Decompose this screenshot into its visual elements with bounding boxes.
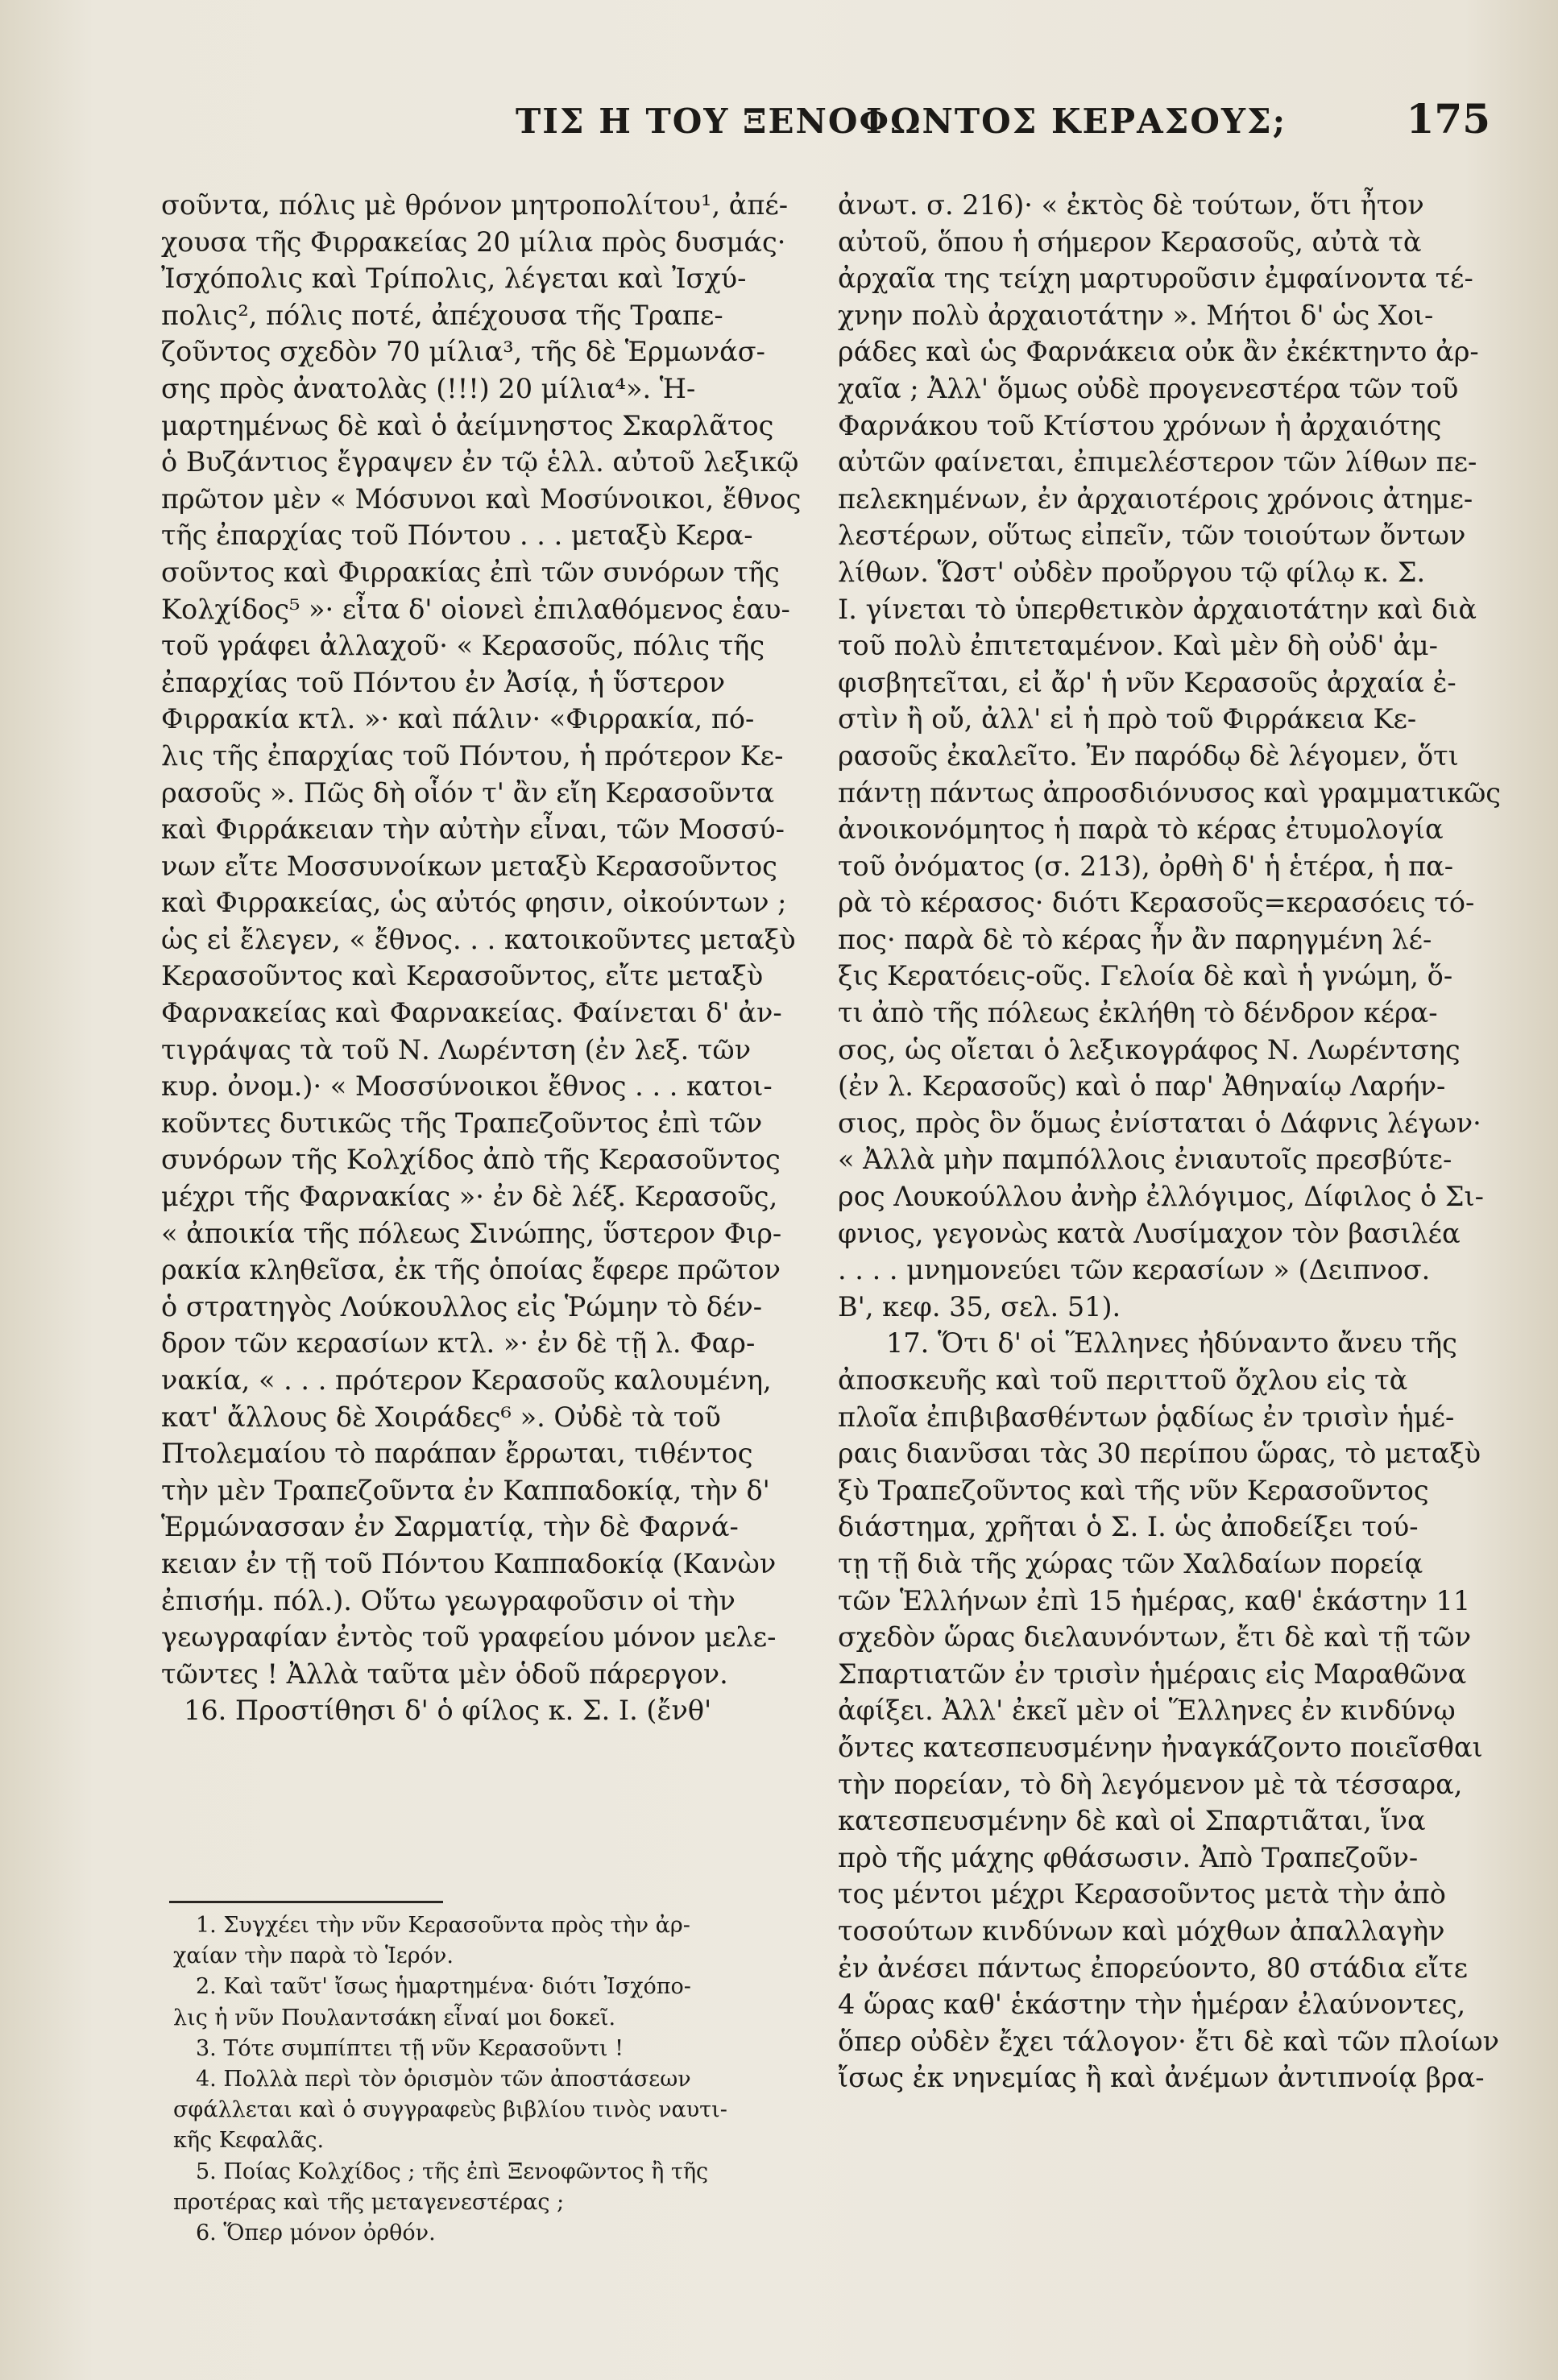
text-line: ξὺ Τραπεζοῦντος καὶ τῆς νῦν Κερασοῦντος xyxy=(838,1474,1429,1506)
text-line: (ἐν λ. Κερασοῦς) καὶ ὁ παρ' Ἀθηναίῳ Λαρήν- xyxy=(838,1070,1446,1103)
footnote-line: 3. Τότε συμπίπτει τῇ νῦν Κερασοῦντι ! xyxy=(196,2035,624,2061)
text-line: τῃ τῇ διὰ τῆς χώρας τῶν Χαλδαίων πορείᾳ xyxy=(838,1547,1423,1579)
text-line: ἀνοικονόμητος ἡ παρὰ τὸ κέρας ἐτυμολογία xyxy=(838,813,1444,846)
footnote-divider xyxy=(169,1901,443,1903)
text-line: ὄντες κατεσπευσμένην ἠναγκάζοντο ποιεῖσθαι xyxy=(838,1731,1483,1763)
text-line: 4 ὥρας καθ' ἑκάστην τὴν ἡμέραν ἐλαύνοντες, xyxy=(838,1989,1466,2021)
text-line: πρὸ τῆς μάχης φθάσωσιν. Ἀπὸ Τραπεζοῦν- xyxy=(838,1841,1419,1873)
text-line: ὡς εἰ ἔλεγεν, « ἔθνος. . . κατοικοῦντες μεταξὺ xyxy=(161,923,796,955)
text-line: λις τῆς ἐπαρχίας τοῦ Πόντου, ἡ πρότερον Κε- xyxy=(161,739,784,772)
text-line: πάντῃ πάντως ἀπροσδιόνυσος καὶ γραμματικῶς xyxy=(838,776,1502,809)
text-line: χαῖα ; Ἀλλ' ὅμως οὐδὲ προγενεστέρα τῶν τοῦ xyxy=(838,372,1459,404)
text-line: Φιρρακία κτλ. »· καὶ πάλιν· «Φιρρακία, πό- xyxy=(161,703,755,735)
text-line: ἐπισήμ. πόλ.). Οὕτω γεωγραφοῦσιν οἱ τὴν xyxy=(161,1584,735,1616)
footnote-line: 5. Ποίας Κολχίδος ; τῆς ἐπὶ Ξενοφῶντος ἢ τῆς xyxy=(196,2159,709,2184)
text-line: κυρ. ὀνομ.)· « Μοσσύνοικοι ἔθνος . . . κατοι- xyxy=(161,1070,773,1103)
text-line: ὅπερ οὐδὲν ἔχει τάλογον· ἔτι δὲ καὶ τῶν πλοίων xyxy=(838,2025,1499,2057)
text-line: ράδες καὶ ὡς Φαρνάκεια οὐκ ἂν ἐκέκτηντο ἀρ- xyxy=(838,336,1479,368)
text-line: σοῦντος καὶ Φιρρακίας ἐπὶ τῶν συνόρων τῆς xyxy=(161,556,780,588)
text-line: πρῶτον μὲν « Μόσυνοι καὶ Μοσύνοικοι, ἔθνος xyxy=(161,482,802,515)
text-line: τος μέντοι μέχρι Κερασοῦντος μετὰ τὴν ἀπὸ xyxy=(838,1878,1446,1910)
text-line: κειαν ἐν τῇ τοῦ Πόντου Καππαδοκίᾳ (Κανὼν xyxy=(161,1547,777,1579)
footnote-line: 6. Ὅπερ μόνον ὀρθόν. xyxy=(196,2220,436,2245)
text-line: Ἑρμώνασσαν ἐν Σαρματίᾳ, τὴν δὲ Φαρνά- xyxy=(161,1511,739,1543)
text-line: μέχρι τῆς Φαρνακίας »· ἐν δὲ λέξ. Κερασοῦς, xyxy=(161,1181,778,1213)
text-line: . . . . μνημονεύει τῶν κερασίων » (Δειπνοσ. xyxy=(838,1254,1431,1286)
text-line: φνιος, γεγονὼς κατὰ Λυσίμαχον τὸν βασιλέα xyxy=(838,1217,1461,1249)
text-line: ἐπαρχίας τοῦ Πόντου ἐν Ἀσίᾳ, ἡ ὕστερον xyxy=(161,666,726,698)
text-line: μαρτημένως δὲ καὶ ὁ ἀείμνηστος Σκαρλᾶτος xyxy=(161,409,774,441)
text-line: ζοῦντος σχεδὸν 70 μίλια³, τῆς δὲ Ἑρμωνάσ- xyxy=(161,336,765,368)
text-line: τοῦ πολὺ ἐπιτεταμένον. Καὶ μὲν δὴ οὐδ' ἀμ- xyxy=(838,630,1438,662)
text-line: « ἀποικία τῆς πόλεως Σινώπης, ὕστερον Φιρ- xyxy=(161,1217,782,1249)
text-line: καὶ Φιρράκειαν τὴν αὐτὴν εἶναι, τῶν Μοσσύ- xyxy=(161,813,785,846)
text-line: ραις διανῦσαι τὰς 30 περίπου ὥρας, τὸ μεταξὺ xyxy=(838,1438,1481,1470)
text-line: τοῦ γράφει ἀλλαχοῦ· « Κερασοῦς, πόλις τῆς xyxy=(161,630,765,662)
text-line: « Ἀλλὰ μὴν παμπόλλοις ἐνιαυτοῖς πρεσβύτε- xyxy=(838,1144,1452,1176)
text-line: νων εἴτε Μοσσυνοίκων μεταξὺ Κερασοῦντος xyxy=(161,850,777,882)
footnote-line: χαίαν τὴν παρὰ τὸ Ἱερόν. xyxy=(173,1943,454,1969)
text-line: πλοῖα ἐπιβιβασθέντων ῥᾳδίως ἐν τρισὶν ἡμέ- xyxy=(838,1401,1455,1433)
footnote-line: 4. Πολλὰ περὶ τὸν ὁρισμὸν τῶν ἀποστάσεων xyxy=(196,2066,691,2092)
text-line: Κερασοῦντος καὶ Κερασοῦντος, εἴτε μεταξὺ xyxy=(161,960,764,992)
text-line: ἴσως ἐκ νηνεμίας ἢ καὶ ἀνέμων ἀντιπνοίᾳ βρα- xyxy=(838,2062,1485,2094)
text-line: χουσα τῆς Φιρρακείας 20 μίλια πρὸς δυσμάς· xyxy=(161,226,786,258)
text-line: τὴν πορείαν, τὸ δὴ λεγόμενον μὲ τὰ τέσσαρα, xyxy=(838,1768,1463,1800)
text-line: σοῦντα, πόλις μὲ θρόνον μητροπολίτου¹, ἀπέ- xyxy=(161,189,789,221)
text-line xyxy=(838,2096,1498,2134)
section-16-start: 16. Προστίθησι δ' ὁ φίλος κ. Σ. Ι. (ἔνθ' xyxy=(184,1695,712,1727)
text-line: ἀνωτ. σ. 216)· « ἐκτὸς δὲ τούτων, ὅτι ἦτον xyxy=(838,189,1424,221)
text-line: ξις Κερατόεις-οῦς. Γελοία δὲ καὶ ἡ γνώμη, ὅ- xyxy=(838,960,1453,992)
text-line: σης πρὸς ἀνατολὰς (!!!) 20 μίλια⁴». Ἡ- xyxy=(161,372,696,404)
text-line: ἀρχαῖα της τείχη μαρτυροῦσιν ἐμφαίνοντα τέ- xyxy=(838,263,1473,295)
text-line: λεστέρων, οὕτως εἰπεῖν, τῶν τοιούτων ὄντων xyxy=(838,519,1466,552)
footnotes xyxy=(173,1910,818,2249)
text-line: ὁ στρατηγὸς Λούκουλλος εἰς Ῥώμην τὸ δέν- xyxy=(161,1290,763,1322)
footnote-line: προτέρας καὶ τῆς μεταγενεστέρας ; xyxy=(173,2189,565,2215)
text-line: δρον τῶν κερασίων κτλ. »· ἐν δὲ τῇ λ. Φαρ- xyxy=(161,1327,756,1360)
text-line: πελεκημένων, ἐν ἀρχαιοτέροις χρόνοις ἀτημε- xyxy=(838,482,1473,515)
footnote-line: λις ἡ νῦν Πουλαντσάκη εἶναί μοι δοκεῖ. xyxy=(173,2005,616,2030)
text-line: Ἰσχόπολις καὶ Τρίπολις, λέγεται καὶ Ἰσχύ- xyxy=(161,263,747,295)
text-line: κατ' ἄλλους δὲ Χοιράδες⁶ ». Οὐδὲ τὰ τοῦ xyxy=(161,1401,721,1433)
text-line: πολις², πόλις ποτέ, ἀπέχουσα τῆς Τραπε- xyxy=(161,299,723,331)
text-line: τῆς ἐπαρχίας τοῦ Πόντου . . . μεταξὺ Κερα- xyxy=(161,519,753,552)
text-line: αὐτῶν φαίνεται, ἐπιμελέστερον τῶν λίθων πε- xyxy=(838,446,1477,478)
text-line: ρος Λουκούλλου ἀνὴρ ἐλλόγιμος, Δίφιλος ὁ Σι- xyxy=(838,1181,1484,1213)
running-title: ΤΙΣ Η ΤΟΥ ΞΕΝΟΦΩΝΤΟΣ ΚΕΡΑΣΟΥΣ; xyxy=(516,101,1287,141)
footnote-line: 2. Καὶ ταῦτ' ἴσως ἡμαρτημένα· διότι Ἰσχόπο- xyxy=(196,1974,691,2000)
text-line: κοῦντες δυτικῶς τῆς Τραπεζοῦντος ἐπὶ τῶν xyxy=(161,1107,763,1139)
text-line: νακία, « . . . πρότερον Κερασοῦς καλουμένη, xyxy=(161,1364,772,1396)
text-line: αὐτοῦ, ὅπου ἡ σήμερον Κερασοῦς, αὐτὰ τὰ xyxy=(838,226,1422,258)
text-line: φισβητεῖται, εἰ ἄρ' ἡ νῦν Κερασοῦς ἀρχαία ἐ- xyxy=(838,666,1456,698)
text-line: τοῦ ὀνόματος (σ. 213), ὀρθὴ δ' ἡ ἑτέρα, ἡ πα- xyxy=(838,850,1454,882)
text-line: γεωγραφίαν ἐντὸς τοῦ γραφείου μόνον μελε- xyxy=(161,1621,777,1654)
running-header xyxy=(161,95,1490,159)
text-line: Σπαρτιατῶν ἐν τρισὶν ἡμέραις εἰς Μαραθῶνα xyxy=(838,1658,1467,1690)
text-line: τι ἀπὸ τῆς πόλεως ἐκλήθη τὸ δένδρον κέρα- xyxy=(838,997,1438,1029)
text-line: συνόρων τῆς Κολχίδος ἀπὸ τῆς Κερασοῦντος xyxy=(161,1144,781,1176)
text-line: τῶν Ἑλλήνων ἐπὶ 15 ἡμέρας, καθ' ἑκάστην 11 xyxy=(838,1584,1471,1616)
text-line: τῶντες ! Ἀλλὰ ταῦτα μὲν ὁδοῦ πάρεργον. xyxy=(161,1658,728,1690)
right-column xyxy=(838,187,1502,2133)
text-line: Φαρνακείας καὶ Φαρνακείας. Φαίνεται δ' ἀν- xyxy=(161,997,782,1029)
text-line: τιγράψας τὰ τοῦ Ν. Λωρέντση (ἐν λεξ. τῶν xyxy=(161,1033,752,1066)
text-line: χνην πολὺ ἀρχαιοτάτην ». Μήτοι δ' ὡς Χοι- xyxy=(838,299,1434,331)
footnote-line: 1. Συγχέει τὴν νῦν Κερασοῦντα πρὸς τὴν ἀρ- xyxy=(196,1913,690,1938)
text-line: σχεδὸν ὥρας διελαυνόντων, ἔτι δὲ καὶ τῇ τῶν xyxy=(838,1621,1472,1654)
footnote-line: κῆς Κεφαλᾶς. xyxy=(173,2128,325,2154)
text-line: Ι. γίνεται τὸ ὑπερθετικὸν ἀρχαιοτάτην καὶ διὰ xyxy=(838,593,1477,625)
page-number: 175 xyxy=(1406,95,1490,143)
text-line: ρασοῦς ». Πῶς δὴ οἷόν τ' ἂν εἴη Κερασοῦντα xyxy=(161,776,775,809)
text-line: ρασοῦς ἐκαλεῖτο. Ἐν παρόδῳ δὲ λέγομεν, ὅτι xyxy=(838,739,1459,772)
text-line: τὴν μὲν Τραπεζοῦντα ἐν Καππαδοκίᾳ, τὴν δ' xyxy=(161,1474,770,1506)
text-line: καὶ Φιρρακείας, ὡς αὐτός φησιν, οἰκούντων ; xyxy=(161,887,787,919)
text-line: τοσούτων κινδύνων καὶ μόχθων ἀπαλλαγὴν xyxy=(838,1914,1445,1947)
section-17-start: 17. Ὅτι δ' οἱ Ἕλληνες ἠδύναντο ἄνευ τῆς xyxy=(886,1327,1457,1360)
text-line: διάστημα, χρῆται ὁ Σ. Ι. ὡς ἀποδείξει τού- xyxy=(838,1511,1419,1543)
footnote-line: σφάλλεται καὶ ὁ συγγραφεὺς βιβλίου τινὸς ναυτι- xyxy=(173,2097,727,2123)
text-line: πος· παρὰ δὲ τὸ κέρας ἦν ἂν παρηγμένη λέ- xyxy=(838,923,1432,955)
text-line: κατεσπευσμένην δὲ καὶ οἱ Σπαρτιᾶται, ἵνα xyxy=(838,1805,1426,1837)
text-line: ἀποσκευῆς καὶ τοῦ περιττοῦ ὄχλου εἰς τὰ xyxy=(838,1364,1408,1396)
text-line: Β', κεφ. 35, σελ. 51). xyxy=(838,1290,1121,1322)
text-line: σος, ὡς οἴεται ὁ λεξικογράφος Ν. Λωρέντσης xyxy=(838,1033,1461,1066)
text-line: Κολχίδος⁵ »· εἶτα δ' οἱονεὶ ἐπιλαθόμενος ἑαυ- xyxy=(161,593,790,625)
text-line: Φαρνάκου τοῦ Κτίστου χρόνων ἡ ἀρχαιότης xyxy=(838,409,1442,441)
text-line: ἐν ἀνέσει πάντως ἐπορεύοντο, 80 στάδια εἴτε xyxy=(838,1952,1468,1984)
text-line: στὶν ἢ οὔ, ἀλλ' εἰ ἡ πρὸ τοῦ Φιρράκεια Κε- xyxy=(838,703,1417,735)
text-line: σιος, πρὸς ὃν ὅμως ἐνίσταται ὁ Δάφνις λέγων· xyxy=(838,1107,1481,1139)
text-line: λίθων. Ὥστ' οὐδὲν προὔργου τῷ φίλῳ κ. Σ. xyxy=(838,556,1426,588)
text-line: ὁ Βυζάντιος ἔγραψεν ἐν τῷ ἑλλ. αὐτοῦ λεξικῷ xyxy=(161,446,799,478)
text-line: ρακία κληθεῖσα, ἐκ τῆς ὁποίας ἔφερε πρῶτον xyxy=(161,1254,781,1286)
text-line: Πτολεμαίου τὸ παράπαν ἔρρωται, τιθέντος xyxy=(161,1438,753,1470)
left-column xyxy=(161,187,818,1729)
text-line: ἀφίξει. Ἀλλ' ἐκεῖ μὲν οἱ Ἕλληνες ἐν κινδύνῳ xyxy=(838,1695,1456,1727)
text-line: ρὰ τὸ κέρασος· διότι Κερασοῦς=κερασόεις τό- xyxy=(838,887,1475,919)
